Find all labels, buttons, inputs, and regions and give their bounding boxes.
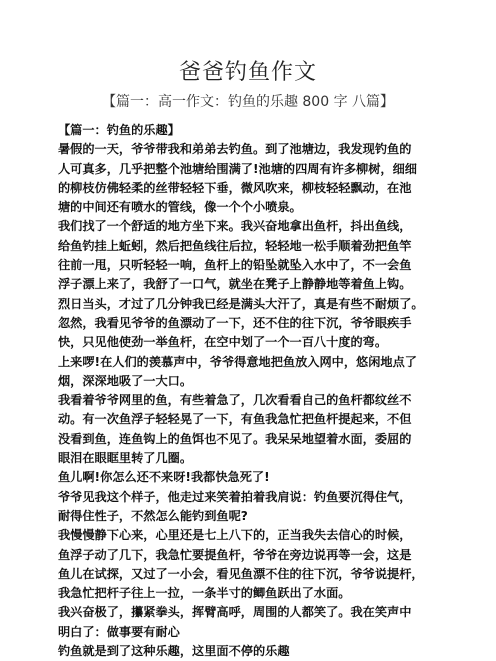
body-line: 爷爷见我这个样子，他走过来笑着拍着我肩说：钓鱼要沉得住气，	[58, 489, 412, 504]
body-line: 我慢慢静下心来，心里还是七上八下的，正当我失去信心的时候，	[58, 528, 412, 543]
document-subtitle: 【篇一：高一作文：钓鱼的乐趣 800 字 八篇】	[101, 94, 395, 110]
body-line: 暑假的一天，爷爷带我和弟弟去钓鱼。到了池塘边，我发现钓鱼的	[58, 142, 412, 157]
body-line: 人可真多，几乎把整个池塘给围满了!池塘的四周有许多柳树，细细	[58, 161, 417, 176]
body-line: 往前一甩，只听轻轻一响，鱼杆上的铅坠就坠入水中了，不一会鱼	[58, 258, 412, 273]
document-title: 爸爸钓鱼作文	[178, 60, 317, 85]
body-line: 的柳枝仿佛轻柔的丝带轻轻下垂，微风吹来，柳枝轻轻飘动，在池	[58, 180, 412, 195]
body-line: 忽然，我看见爷爷的鱼漂动了一下，还不住的往下沉，爷爷眼疾手	[58, 315, 412, 330]
body-line: 【篇一：钓鱼的乐趣】	[58, 123, 180, 137]
body-line: 明白了：做事要有耐心	[58, 624, 180, 639]
body-line: 鱼浮子动了几下，我急忙要提鱼杆，爷爷在旁边说再等一会，这是	[58, 547, 412, 562]
body-line: 我兴奋极了，攥紧拳头，挥臂高呼，周围的人都笑了。我在笑声中	[58, 605, 412, 620]
body-line: 我急忙把杆子往上一拉，一条半寸的鲫鱼跃出了水面。	[58, 586, 351, 601]
body-line: 耐得住性子，不然怎么能钓到鱼呢?	[58, 508, 248, 523]
body-line: 塘的中间还有喷水的管线，像一个个小喷泉。	[58, 200, 302, 215]
body-line: 浮子漂上来了，我舒了一口气，就坐在凳子上静静地等着鱼上钩。	[58, 277, 412, 292]
body-line: 动。有一次鱼浮子轻轻晃了一下，有鱼我急忙把鱼杆提起来，不但	[58, 412, 412, 427]
article-body	[58, 121, 446, 661]
body-line: 鱼儿啊!你怎么还不来呀!我都快急死了!	[58, 470, 270, 485]
body-line: 鱼儿在试探，又过了一小会，看见鱼漂不住的往下沉，爷爷说提杆，	[58, 566, 424, 581]
body-line: 没看到鱼，连鱼钩上的鱼饵也不见了。我呆呆地望着水面，委屈的	[58, 431, 412, 446]
body-line: 快，只见他使劲一举鱼杆，在空中划了一个一百八十度的弯。	[58, 335, 388, 350]
body-line: 钓鱼就是到了这种乐趣，这里面不停的乐趣	[58, 644, 290, 659]
body-line: 我看着爷爷网里的鱼，有些着急了，几次看看自己的鱼杆都纹丝不	[58, 393, 412, 408]
body-line: 烟，深深地吸了一大口。	[58, 373, 193, 388]
body-line: 给鱼钓挂上蚯蚓，然后把鱼线往后拉，轻轻地一松手顺着劲把鱼竿	[58, 238, 412, 253]
body-line: 眼泪在眼眶里转了几圈。	[58, 451, 193, 466]
body-line: 我们找了一个舒适的地方坐下来。我兴奋地拿出鱼杆，抖出鱼线，	[58, 219, 412, 234]
body-line: 上来啰!在人们的羡慕声中，爷爷得意地把鱼放入网中，悠闲地点了	[58, 354, 417, 369]
body-line: 烈日当头，才过了几分钟我已经是满头大汗了，真是有些不耐烦了。	[58, 296, 424, 311]
